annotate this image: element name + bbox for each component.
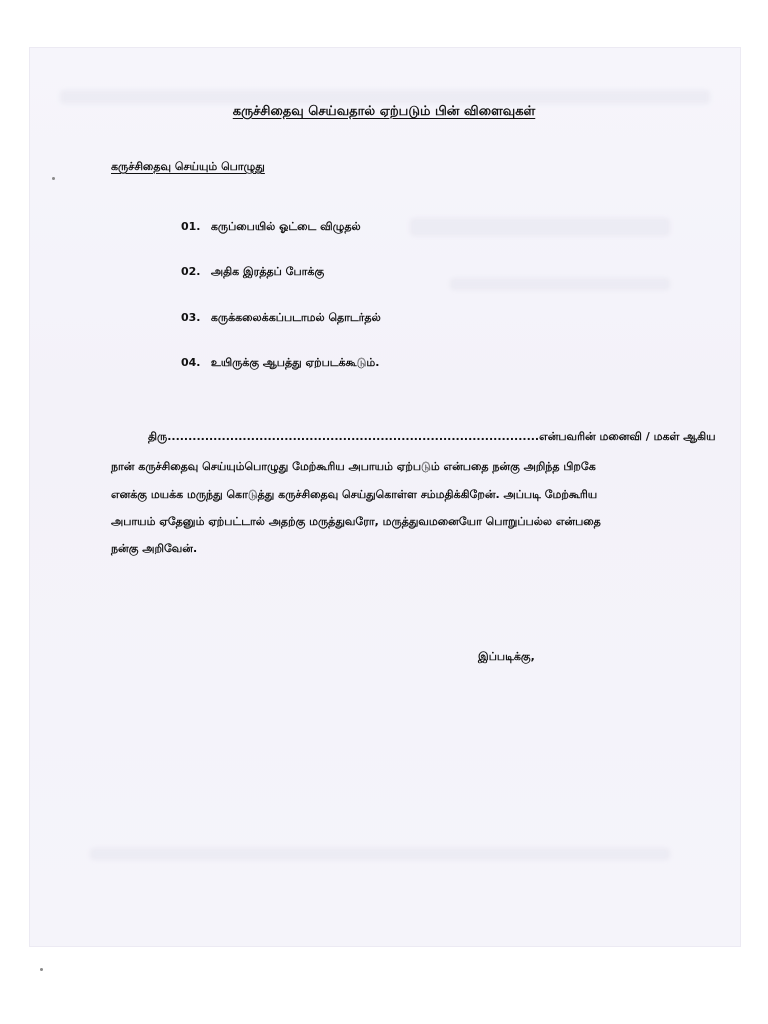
consent-line: அபாயம் ஏதேனும் ஏற்பட்டால் அதற்கு மருத்துவரோ, மருத்துவமனையோ பொறுப்பல்ல என்பதை (111, 515, 601, 528)
risk-item (181, 220, 361, 235)
risk-text: உயிருக்கு ஆபத்து ஏற்படக்கூடும். (210, 356, 380, 369)
bleed-through-mark (450, 278, 670, 290)
risk-text: அதிக இரத்தப் போக்கு (210, 265, 325, 278)
bleed-through-mark (410, 218, 670, 236)
signoff: இப்படிக்கு, (478, 650, 535, 663)
scan-speck (52, 177, 55, 180)
risk-item (181, 356, 379, 371)
risk-item (181, 311, 381, 326)
consent-line: திரு.........................................................................................என்பவரின் மனைவி / மகள் ஆகிய (148, 430, 716, 443)
risk-number: 03. (181, 311, 201, 324)
risk-text: கருக்கலைக்கப்படாமல் தொடர்தல் (210, 311, 381, 324)
section-subtitle: கருச்சிதைவு செய்யும் பொழுது (111, 160, 265, 173)
bleed-through-mark (60, 90, 710, 104)
risk-number: 01. (181, 220, 201, 233)
bleed-through-mark (90, 848, 670, 860)
risk-text: கருப்பையில் ஓட்டை விழுதல் (210, 220, 361, 233)
document-title: கருச்சிதைவு செய்வதால் ஏற்படும் பின் விளைவுகள் (232, 104, 536, 119)
consent-line: எனக்கு மயக்க மருந்து கொடுத்து கருச்சிதைவு செய்துகொள்ள சம்மதிக்கிறேன். அப்படி மேற்கூரிய (111, 488, 598, 501)
consent-line: நன்கு அறிவேன். (111, 542, 198, 555)
scan-speck (40, 968, 43, 971)
risk-number: 04. (181, 356, 201, 369)
risk-item (181, 265, 324, 280)
risk-number: 02. (181, 265, 201, 278)
consent-line: நான் கருச்சிதைவு செய்யும்பொழுது மேற்கூரிய அபாயம் ஏற்படும் என்பதை நன்கு அறிந்த பிறகே (111, 460, 596, 473)
